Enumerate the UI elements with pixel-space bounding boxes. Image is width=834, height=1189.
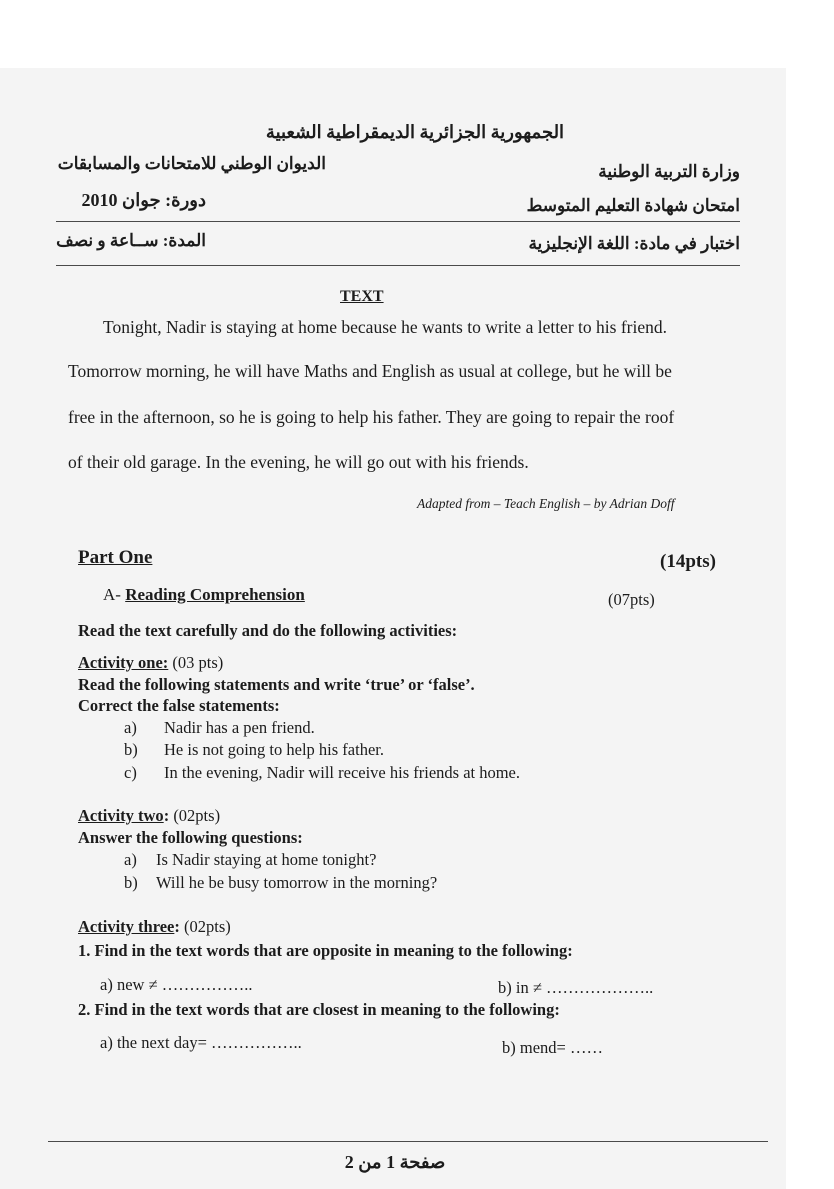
part-one-title: Part One <box>78 547 153 568</box>
text-title: TEXT <box>340 288 384 305</box>
activity-two-title: Activity two <box>78 806 164 825</box>
header-divider-2 <box>56 265 740 266</box>
activity-three-q1: 1. Find in the text words that are opposite in meaning to the following: <box>78 941 573 960</box>
text-line-2: Tomorrow morning, he will have Maths and English as usual at college, but he will be <box>68 361 672 381</box>
exam-name: امتحان شهادة التعليم المتوسط <box>526 196 740 215</box>
text-line-1: Tonight, Nadir is staying at home because he wants to write a letter to his friend. <box>103 317 667 337</box>
office-name: الديوان الوطني للامتحانات والمسابقات <box>57 154 326 173</box>
text-line-3: free in the afternoon, so he is going to help his father. They are going to repair the roof <box>68 407 675 427</box>
activity-one-instruction-2: Correct the false statements: <box>78 696 280 715</box>
section-a-heading <box>103 585 305 605</box>
activity-two-points: (02pts) <box>169 806 221 825</box>
list-item: a) Nadir has a pen friend. <box>124 718 315 737</box>
list-item: b) Will he be busy tomorrow in the morning? <box>124 873 438 892</box>
list-item: a) Is Nadir staying at home tonight? <box>124 850 377 869</box>
activity-three-q2: 2. Find in the text words that are closest in meaning to the following: <box>78 1000 560 1019</box>
section-a-points: (07pts) <box>608 590 655 609</box>
part-one-instruction: Read the text carefully and do the following activities: <box>78 621 458 640</box>
header-divider-1 <box>56 221 740 222</box>
list-item: b) He is not going to help his father. <box>124 740 384 759</box>
activity-three-q1a: a) new ≠ …………….. <box>100 975 253 994</box>
duration-label: المدة: ســاعة و نصف <box>56 231 206 250</box>
activity-three-heading: Activity three: (02pts) <box>78 917 231 936</box>
activity-three-points: (02pts) <box>179 917 231 936</box>
footer-divider <box>48 1141 768 1142</box>
activity-two-heading: Activity two: (02pts) <box>78 806 221 825</box>
page-number: صفحة 1 من 2 <box>344 1152 446 1172</box>
text-source: Adapted from – Teach English – by Adrian Doff <box>417 496 675 511</box>
subject-label: اختبار في مادة: اللغة الإنجليزية <box>528 234 740 253</box>
activity-one-instruction-1: Read the following statements and write ‘true’ or ‘false’. <box>78 675 475 694</box>
text-line-4: of their old garage. In the evening, he will go out with his friends. <box>68 452 529 472</box>
activity-three-q1b: b) in ≠ ……………….. <box>498 978 654 997</box>
part-one-points: (14pts) <box>660 551 716 572</box>
activity-three-title: Activity three <box>78 917 175 936</box>
activity-one-points: (03 pts) <box>168 653 224 672</box>
activity-two-instruction: Answer the following questions: <box>78 828 303 847</box>
section-a-prefix: A- <box>103 585 126 604</box>
ministry-name: وزارة التربية الوطنية <box>598 162 740 181</box>
republic-title: الجمهورية الجزائرية الديمقراطية الشعبية <box>265 122 565 142</box>
activity-three-q2b: b) mend= …… <box>502 1038 603 1057</box>
activity-one-heading <box>78 653 223 673</box>
section-a-title: Reading Comprehension <box>125 585 305 604</box>
activity-one-title: Activity one: <box>78 653 169 672</box>
session-label: دورة: جوان 2010 <box>81 190 206 210</box>
list-item: c) In the evening, Nadir will receive his friends at home. <box>124 763 521 782</box>
activity-three-q2a: a) the next day= …………….. <box>100 1033 302 1052</box>
